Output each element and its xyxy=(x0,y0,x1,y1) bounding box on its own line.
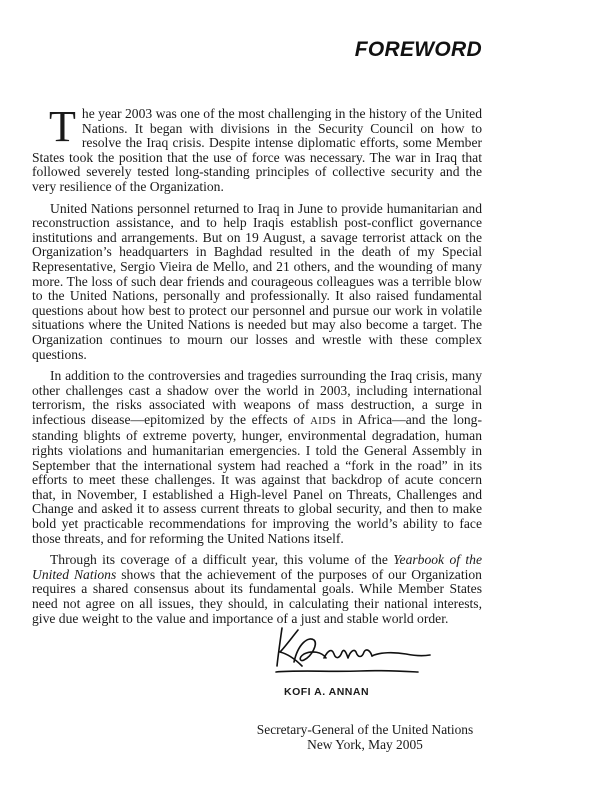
handwritten-signature xyxy=(268,622,436,682)
paragraph-1-text: he year 2003 was one of the most challenging in the history of the United Nations. It began with divisions in the Security Council on how to resolve the Iraq crisis. Despite intense diplomatic efforts, some Member States took the position that the use of force was necessary. The war in Iraq that followed severely tested long-standing principles of collective security and the very resilience of the Organization. xyxy=(32,106,482,194)
signing-place-date: New York, May 2005 xyxy=(307,737,423,752)
page-title: FOREWORD xyxy=(354,38,482,61)
foreword-body xyxy=(32,102,483,633)
paragraph-3-text-a: In addition to the controversies and tragedies surrounding the Iraq crisis, many other challenges cast a shadow over the world in 2003, including international terrorism, the risks associated with weapons of mass destruction, a surge in infectious disease—epitomized by the effects of xyxy=(32,368,482,427)
yearbook-title: Yearbook of the United Nations xyxy=(32,552,483,582)
signer-name: KOFI A. ANNAN xyxy=(284,686,370,698)
signer-title-block xyxy=(245,722,485,752)
paragraph-4 xyxy=(32,553,482,626)
paragraph-1 xyxy=(32,102,482,195)
aids-acronym: AIDS xyxy=(310,415,337,427)
paragraph-3-text-b: in Africa—and the long-standing blights of extreme poverty, hunger, environmental degradation, human rights violations and humanitarian emergencies. I told the General Assembly in September that the international system had reached a “fork in the road” in its efforts to meet these challenges. It was against that backdrop of acute concern that, in November, I established a High-level Panel on Threats, Challenges and Change and asked it to assess current threats to global security, and then to make bold yet practicable recommendations for improving the world’s ability to face those threats, and for reforming the United Nations itself. xyxy=(32,411,482,546)
paragraph-4-text-b: shows that the achievement of the purposes of our Organization requires a shared consensus about its fundamental goals. While Member States need not agree on all issues, they should, in calculating their national interests, give due weight to the value and importance of a just and stable world order. xyxy=(32,566,482,626)
signer-position: Secretary-General of the United Nations xyxy=(256,722,474,737)
drop-cap: T xyxy=(49,102,76,151)
paragraph-2: United Nations personnel returned to Iraq in June to provide humanitarian and reconstruction assistance, and to help Iraqis establish post-conflict governance institutions and arrangements. But on 19 August, a savage terrorist attack on the Organization’s headquarters in Baghdad resulted in the death of my Special Representative, Sergio Vieira de Mello, and 21 others, and the wounding of many more. The loss of such dear friends and courageous colleagues was a terrible blow to the United Nations, personally and professionally. It also raised fundamental questions about how best to protect our personnel and pursue our work in volatile situations where the United Nations is needed but may also become a target. The Organization continues to mourn our losses and wrestle with these complex questions. xyxy=(32,200,482,362)
paragraph-3 xyxy=(32,369,482,546)
paragraph-4-text-a: Through its coverage of a difficult year, this volume of the xyxy=(50,552,388,568)
